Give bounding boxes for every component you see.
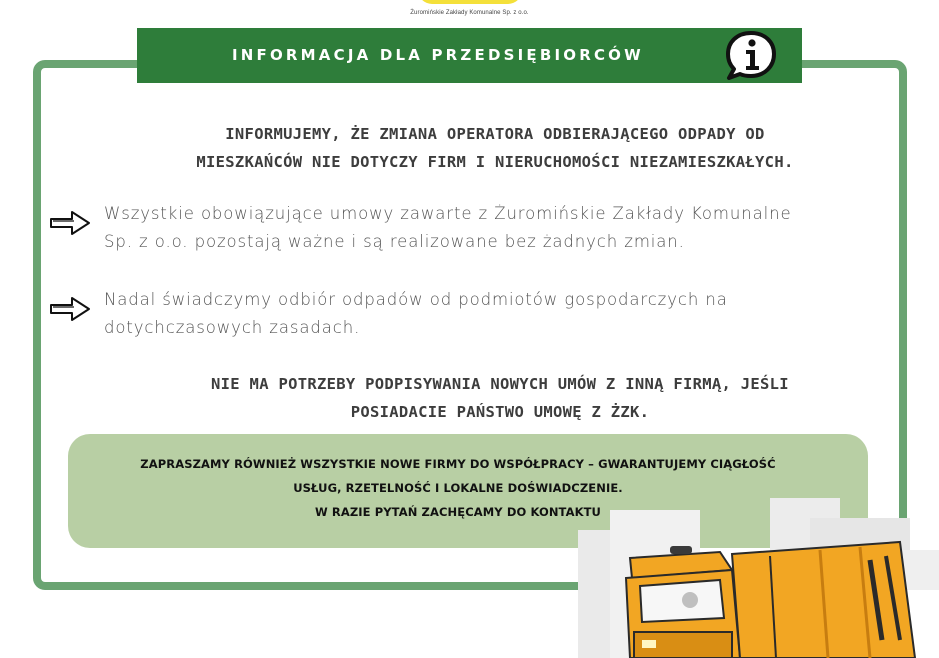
bullet-line: Wszystkie obowiązujące umowy zawarte z Żuromińskie Zakłady Komunalne — [104, 204, 792, 223]
bullet-text — [104, 286, 728, 342]
banner — [137, 28, 802, 83]
bullet-text — [104, 200, 792, 256]
headline-line: NIE MA POTRZEBY PODPISYWANIA NOWYCH UMÓW Z INNĄ FIRMĄ, JEŚLI — [211, 375, 789, 393]
bullet-line: Sp. z o.o. pozostają ważne i są realizowane bez żadnych zmian. — [104, 232, 685, 251]
headline-no-new-contracts — [100, 370, 900, 426]
info-icon — [723, 28, 779, 82]
headline-line: INFORMUJEMY, ŻE ZMIANA OPERATORA ODBIERAJĄCEGO ODPADY OD — [225, 125, 765, 143]
bullet-service — [48, 286, 868, 342]
invite-line: USŁUG, RZETELNOŚĆ I LOKALNE DOŚWIADCZENIE. — [293, 481, 623, 495]
headline-line: POSIADACIE PAŃSTWO UMOWĘ Z ŻZK. — [350, 403, 650, 421]
arrow-right-icon — [48, 210, 92, 236]
invite-line: ZAPRASZAMY RÓWNIEŻ WSZYSTKIE NOWE FIRMY DO WSPÓŁPRACY – GWARANTUJEMY CIĄGŁOŚĆ — [140, 457, 776, 471]
garbage-truck-icon — [570, 490, 939, 658]
company-logo — [418, 0, 522, 4]
banner-title: INFORMACJA DLA PRZEDSIĘBIORCÓW — [232, 46, 644, 64]
invite-line: W RAZIE PYTAŃ ZACHĘCAMY DO KONTAKTU — [315, 505, 601, 519]
arrow-right-icon — [48, 296, 92, 322]
headline-operator-change — [100, 120, 890, 176]
headline-line: MIESZKAŃCÓW NIE DOTYCZY FIRM I NIERUCHOMOŚCI NIEZAMIESZKAŁYCH. — [196, 153, 794, 171]
bullet-line: dotychczasowych zasadach. — [104, 318, 361, 337]
bullet-line: Nadal świadczymy odbiór odpadów od podmiotów gospodarczych na — [104, 290, 728, 309]
bullet-contracts — [48, 200, 868, 256]
company-name: Żuromińskie Zakłady Komunalne Sp. z o.o. — [410, 10, 529, 16]
